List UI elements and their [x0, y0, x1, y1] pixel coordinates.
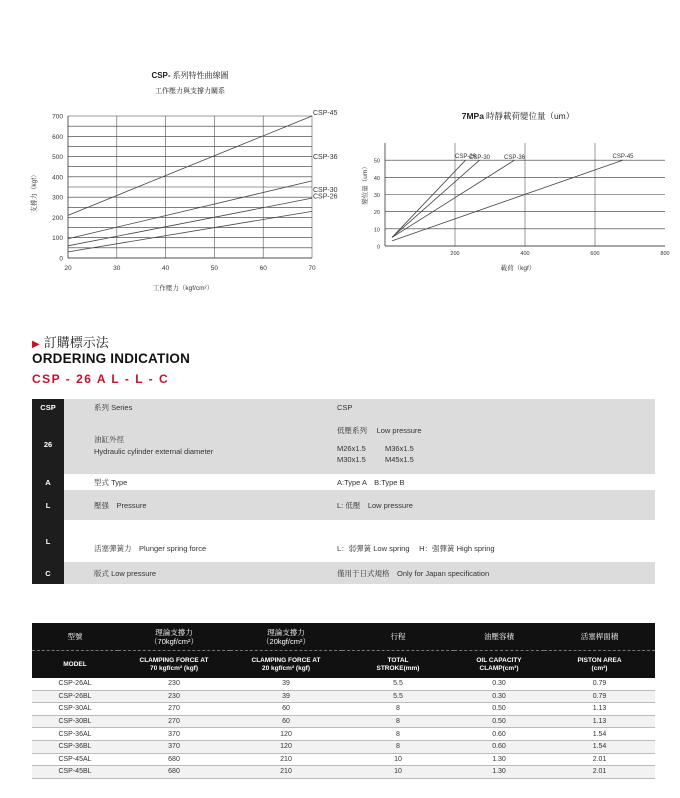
ordering-value: A:Type A B:Type B	[312, 474, 655, 490]
x-tick-label: 70	[308, 265, 316, 272]
chart2-ylabel: 變位量（um）	[362, 163, 369, 205]
table-cell: 39	[230, 678, 342, 690]
y-tick-label: 40	[373, 175, 380, 182]
thread-m30: M30x1.5	[337, 455, 366, 464]
ordering-row-type	[32, 474, 655, 490]
y-tick-label: 200	[52, 214, 63, 222]
chart1-title	[151, 70, 228, 80]
table-row	[32, 690, 655, 703]
y-tick-label: 300	[52, 194, 63, 202]
series-label: CSP-30	[468, 155, 491, 162]
series-line-csp-45	[68, 116, 312, 215]
table-cell: CSP-26AL	[32, 678, 118, 690]
thread-m45: M45x1.5	[385, 455, 414, 464]
x-tick-label: 60	[259, 265, 267, 272]
table-row	[32, 715, 655, 728]
label-en: Hydraulic cylinder external diameter	[94, 446, 214, 456]
spec-header-en-2: CLAMPING FORCE AT 20 kgf/cm² (kgf)	[230, 651, 342, 679]
spec-header-zh	[32, 623, 655, 651]
thread-m36: M36x1.5	[385, 444, 414, 453]
y-tick-label: 0	[376, 244, 380, 251]
ordering-code: A	[32, 474, 64, 490]
table-cell: 2.01	[544, 753, 655, 766]
section-title-text: 訂購標示法	[43, 335, 109, 350]
section-title	[32, 332, 109, 351]
ordering-heading: ORDERING INDICATION	[32, 351, 191, 366]
table-cell: 0.79	[544, 678, 655, 690]
pressure-force-chart	[0, 62, 360, 302]
series-label: CSP-36	[313, 153, 338, 161]
spec-header-zh-3: 行程	[342, 623, 454, 651]
table-cell: 210	[230, 753, 342, 766]
x-tick-label: 200	[450, 251, 460, 257]
value-head: 低壓系列 Low pressure	[337, 426, 422, 435]
table-cell: 8	[342, 715, 454, 728]
chart2-xlabel: 載荷（kgf）	[500, 265, 536, 272]
ordering-row-spring	[32, 520, 655, 562]
ordering-value	[312, 415, 655, 474]
table-cell: 0.30	[454, 690, 544, 703]
ordering-row-series	[32, 399, 655, 415]
spec-header-zh-4: 油壓容積	[454, 623, 544, 651]
series-line-csp-36	[392, 160, 515, 237]
ordering-row-version	[32, 562, 655, 584]
chart1-subtitle: 工作壓力與支撐力關系	[155, 88, 225, 95]
table-cell: 270	[118, 715, 230, 728]
table-cell: 5.5	[342, 678, 454, 690]
thread-m26: M26x1.5	[337, 444, 366, 453]
table-row	[32, 703, 655, 716]
chart1-title-text: 系列特性曲線圖	[172, 71, 229, 80]
table-cell: 0.60	[454, 728, 544, 741]
y-tick-label: 50	[373, 158, 380, 165]
ordering-value: CSP	[312, 399, 655, 415]
spec-header-zh-2: 理論支撐力 （20kgf/cm²）	[230, 623, 342, 651]
spec-header-en-1: CLAMPING FORCE AT 70 kgf/cm² (kgf)	[118, 651, 230, 679]
table-cell: 10	[342, 753, 454, 766]
spec-header-en-3: TOTAL STROKE(mm)	[342, 651, 454, 679]
spec-header-en-5: PISTON AREA (cm²)	[544, 651, 655, 679]
table-cell: 0.50	[454, 715, 544, 728]
x-tick-label: 400	[520, 251, 530, 257]
spec-header-en	[32, 651, 655, 679]
model-code: CSP - 26 A L - L - C	[32, 372, 170, 386]
table-cell: 210	[230, 766, 342, 779]
ordering-label	[64, 415, 312, 474]
spec-body	[32, 678, 655, 778]
table-cell: CSP-26BL	[32, 690, 118, 703]
table-cell: 1.54	[544, 740, 655, 753]
table-cell: CSP-36AL	[32, 728, 118, 741]
table-cell: 0.50	[454, 703, 544, 716]
table-cell: CSP-45BL	[32, 766, 118, 779]
ordering-label: 型式 Type	[64, 474, 312, 490]
table-row	[32, 740, 655, 753]
table-cell: 680	[118, 753, 230, 766]
table-row	[32, 753, 655, 766]
series-label: CSP-36	[503, 155, 526, 162]
table-cell: 1.54	[544, 728, 655, 741]
chart2-title-text: 時靜載荷變位量（um）	[485, 111, 575, 121]
series-line-csp-30	[68, 198, 312, 246]
x-tick-label: 800	[660, 251, 670, 257]
table-cell: 370	[118, 740, 230, 753]
table-cell: CSP-30AL	[32, 703, 118, 716]
ordering-value: L：弱彈簧 Low spring H：强彈簧 High spring	[312, 520, 655, 562]
ordering-label: 壓强 Pressure	[64, 490, 312, 520]
series-label: CSP-45	[313, 110, 338, 117]
table-cell: 2.01	[544, 766, 655, 779]
chart1-title-prefix: CSP-	[151, 71, 171, 80]
y-tick-label: 700	[52, 113, 63, 121]
chart2-title	[462, 111, 575, 121]
table-cell: 8	[342, 740, 454, 753]
table-cell: 680	[118, 766, 230, 779]
table-cell: 10	[342, 766, 454, 779]
spec-table	[32, 623, 655, 779]
chart1-xlabel: 工作壓力（kgf/cm²）	[152, 285, 214, 292]
ordering-code: CSP	[32, 399, 64, 415]
table-cell: 230	[118, 690, 230, 703]
table-cell: 0.79	[544, 690, 655, 703]
triangle-bullet-icon: ▶	[32, 339, 40, 350]
y-tick-label: 20	[373, 210, 380, 217]
ordering-label: 活塞彈簧力 Plunger spring force	[64, 520, 312, 562]
x-tick-label: 20	[64, 265, 72, 272]
series-label: CSP-30	[313, 187, 338, 195]
y-tick-label: 0	[59, 255, 63, 263]
table-row	[32, 728, 655, 741]
y-tick-label: 30	[373, 193, 380, 199]
label-zh: 油缸外徑	[94, 434, 124, 444]
chart1-ylabel: 支撐力（kgf）	[31, 171, 38, 213]
table-row	[32, 766, 655, 779]
y-tick-label: 10	[373, 227, 380, 234]
table-cell: 1.30	[454, 766, 544, 779]
table-cell: 120	[230, 740, 342, 753]
ordering-label: 系列 Series	[64, 399, 312, 415]
table-cell: 230	[118, 678, 230, 690]
ordering-code: C	[32, 562, 64, 584]
ordering-table	[32, 399, 655, 584]
series-label: CSP-45	[612, 154, 634, 161]
table-cell: 370	[118, 728, 230, 741]
table-cell: CSP-36BL	[32, 740, 118, 753]
spec-header-zh-1: 理論支撐力 （70kgf/cm²）	[118, 623, 230, 651]
y-tick-label: 400	[52, 174, 63, 182]
spec-header-en-0: MODEL	[32, 651, 118, 679]
table-cell: 120	[230, 728, 342, 741]
table-cell: 8	[342, 703, 454, 716]
ordering-label: 版式 Low pressure	[64, 562, 312, 584]
table-cell: 1.13	[544, 715, 655, 728]
ordering-value: L: 低壓 Low pressure	[312, 490, 655, 520]
table-cell: 60	[230, 715, 342, 728]
ordering-row-pressure	[32, 490, 655, 520]
table-cell: 39	[230, 690, 342, 703]
spec-header-en-4: OIL CAPACITY CLAMP(cm³)	[454, 651, 544, 679]
series-line-csp-36	[68, 181, 312, 239]
table-cell: 60	[230, 703, 342, 716]
x-tick-label: 600	[590, 251, 600, 257]
spec-header-zh-5: 活塞桿面積	[544, 623, 655, 651]
x-tick-label: 50	[210, 265, 219, 272]
table-cell: 8	[342, 728, 454, 741]
chart2-title-prefix: 7MPa	[461, 111, 484, 121]
load-displacement-chart	[355, 100, 680, 280]
table-cell: 0.30	[454, 678, 544, 690]
spec-header-zh-0: 型號	[32, 623, 118, 651]
x-tick-label: 30	[113, 265, 121, 272]
y-tick-label: 500	[52, 154, 63, 162]
y-tick-label: 600	[52, 133, 63, 141]
ordering-value: 僅用于日式規格 Only for Japan specification	[312, 562, 655, 584]
ordering-code: L	[32, 490, 64, 520]
table-cell: CSP-45AL	[32, 753, 118, 766]
table-cell: 0.60	[454, 740, 544, 753]
series-label: CSP-26	[313, 193, 338, 201]
table-row	[32, 678, 655, 690]
series-label: CSP-26	[454, 154, 477, 161]
table-cell: 270	[118, 703, 230, 716]
ordering-row-diameter	[32, 415, 655, 474]
x-tick-label: 40	[161, 265, 170, 272]
table-cell: CSP-30BL	[32, 715, 118, 728]
y-tick-label: 100	[52, 235, 63, 243]
ordering-code: L	[32, 520, 64, 562]
series-line-csp-26	[392, 160, 466, 237]
table-cell: 1.13	[544, 703, 655, 716]
table-cell: 1.30	[454, 753, 544, 766]
table-cell: 5.5	[342, 690, 454, 703]
ordering-code: 26	[32, 415, 64, 474]
